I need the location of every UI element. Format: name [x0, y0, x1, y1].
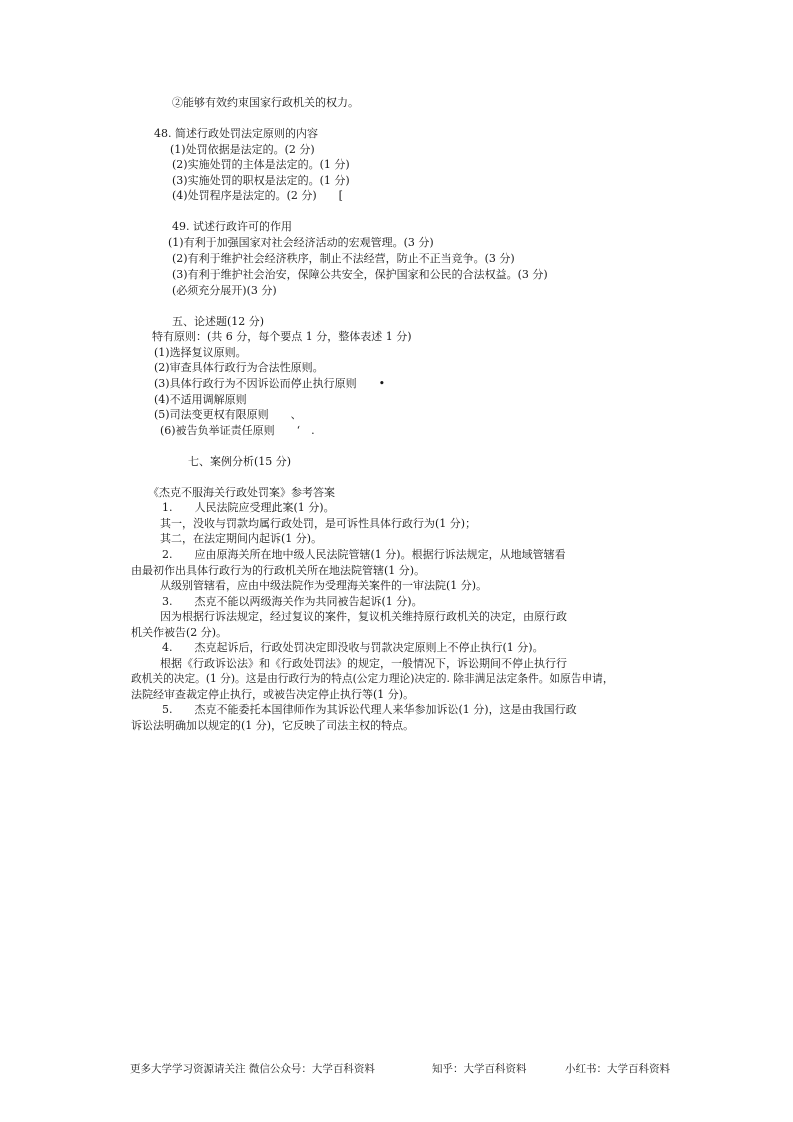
principle-item: (5)司法变更权有限原则 、 [154, 408, 302, 421]
question-49-item: (1)有利于加强国家对社会经济活动的宏观管理。(3 分) [168, 236, 434, 249]
answer-line: ②能够有效约束国家行政机关的权力。 [172, 96, 359, 109]
case-line: 从级别管辖看，应由中级法院作为受理海关案件的一审法院(1 分)。 [160, 579, 488, 592]
case-line: 1. 人民法院应受理此案(1 分)。 [162, 501, 335, 514]
case-line: 因为根据行诉法规定，经过复议的案件，复议机关维持原行政机关的决定，由原行政 [160, 610, 567, 623]
case-line: 根据《行政诉讼法》和《行政处罚法》的规定，一般情况下，诉讼期间不停止执行行 [160, 657, 567, 670]
footer-zhihu: 知乎：大学百科资料 [432, 1063, 527, 1075]
footer-xiaohongshu: 小红书：大学百科资料 [565, 1063, 670, 1075]
section-5-title: 五、论述题(12 分) [172, 315, 265, 328]
question-48-item: (2)实施处罚的主体是法定的。(1 分) [172, 158, 350, 171]
case-line: 其二，在法定期间内起诉(1 分)。 [160, 532, 323, 545]
principle-item: (1)选择复议原则。 [154, 346, 247, 359]
footer-left: 更多大学学习资源请关注 微信公众号：大学百科资料 [130, 1063, 375, 1075]
principle-item: (4)不适用调解原则 [154, 393, 247, 406]
case-line: 法院经审查裁定停止执行，或被告决定停止执行等(1 分)。 [131, 688, 415, 701]
case-line: 5. 杰克不能委托本国律师作为其诉讼代理人来华参加诉讼(1 分)，这是由我国行政 [162, 703, 577, 716]
question-49-item: (3)有利于维护社会治安，保障公共安全，保护国家和公民的合法权益。(3 分) [172, 268, 548, 281]
section-7-title: 七、案例分析(15 分) [188, 455, 292, 468]
case-line: 诉讼法明确加以规定的(1 分)，它反映了司法主权的特点。 [131, 719, 415, 732]
question-49-item: (必须充分展开)(3 分) [172, 284, 277, 297]
section-5-intro: 特有原则：(共 6 分，每个要点 1 分，整体表述 1 分) [152, 330, 412, 343]
question-48-title: 48. 简述行政处罚法定原则的内容 [154, 127, 318, 140]
principle-item: (6)被告负举证责任原则 ‘ . [160, 424, 315, 437]
case-line: 其一，没收与罚款均属行政处罚，是可诉性具体行政行为(1 分)； [160, 517, 477, 530]
question-49-item: (2)有利于维护社会经济秩序，制止不法经营，防止不正当竞争。(3 分) [172, 252, 515, 265]
question-49-title: 49. 试述行政许可的作用 [172, 220, 292, 233]
principle-item: (2)审查具体行政行为合法性原则。 [154, 361, 324, 374]
case-line: 机关作被告(2 分)。 [131, 626, 228, 639]
case-line: 3. 杰克不能以两级海关作为共同被告起诉(1 分)。 [162, 595, 423, 608]
question-48-item: (1)处罚依据是法定的。(2 分) [170, 143, 315, 156]
question-48-item: (4)处罚程序是法定的。(2 分) [ [172, 189, 343, 202]
case-line: 2. 应由原海关所在地中级人民法院管辖(1 分)。根据行诉法规定，从地域管辖看 [162, 548, 566, 561]
principle-item: (3)具体行政行为不因诉讼而停止执行原则 • [154, 377, 386, 390]
case-line: 由最初作出具体行政行为的行政机关所在地法院管辖(1 分)。 [131, 564, 426, 577]
case-line: 4. 杰克起诉后，行政处罚决定即没收与罚款决定原则上不停止执行(1 分)。 [162, 641, 544, 654]
case-title: 《杰克不服海关行政处罚案》参考答案 [148, 486, 335, 499]
case-line: 政机关的决定。(1 分)。这是由行政行为的特点(公定力理论)决定的. 除非满足法定条件。如原告申请， [131, 672, 614, 685]
question-48-item: (3)实施处罚的职权是法定的。(1 分) [172, 174, 350, 187]
